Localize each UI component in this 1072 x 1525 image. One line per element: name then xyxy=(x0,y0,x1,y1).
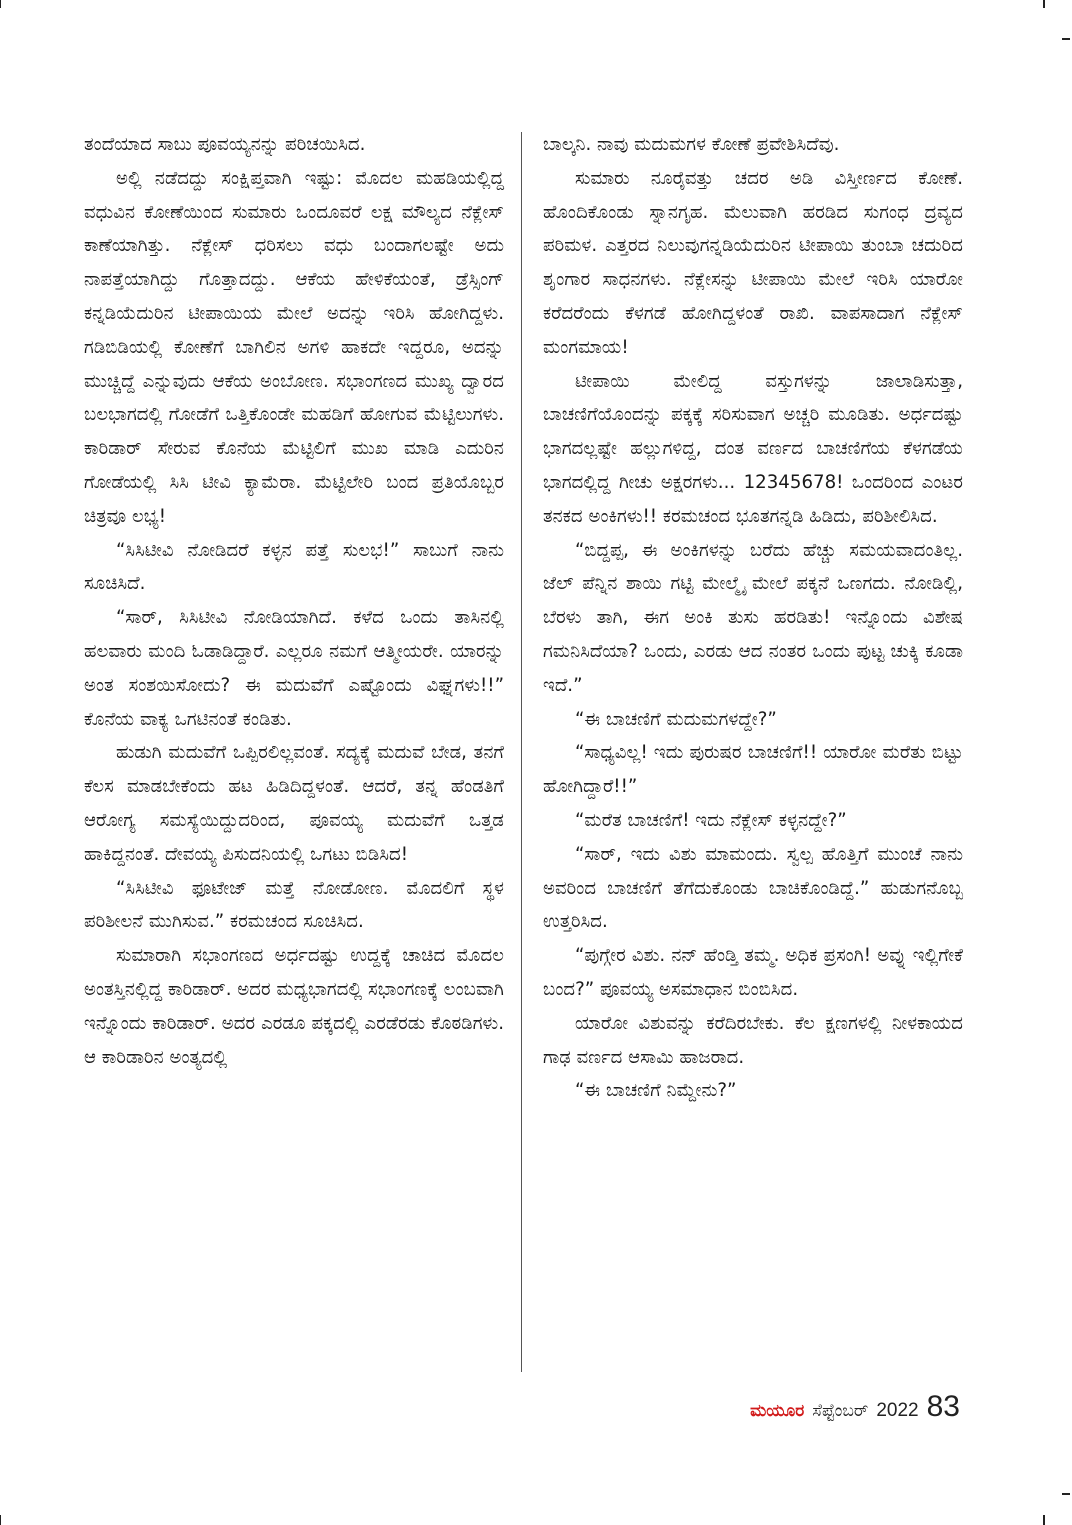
magazine-logo: ಮಯೂರ xyxy=(750,1401,805,1421)
paragraph: “ಸಿಸಿಟೀವಿ ಫೂಟೇಜ್ ಮತ್ತೆ ನೋಡೋಣ. ಮೊದಲಿಗೆ ಸ್ಥಳ ಪರಿಶೀಲನೆ ಮುಗಿಸುವ.” ಕರಮಚಂದ ಸೂಚಿಸಿದ. xyxy=(84,877,504,933)
paragraph: “ಬಿದ್ದಪ್ಪ, ಈ ಅಂಕಿಗಳನ್ನು ಬರೆದು ಹೆಚ್ಚು ಸಮಯವಾದಂತಿಲ್ಲ. ಜೆಲ್ ಪೆನ್ನಿನ ಶಾಯಿ ಗಟ್ಟಿ ಮೇಲ್ಮೈ ಮೇಲೆ ಪಕ್ಕನೆ ಒಣಗದು. ನೋಡಿಲ್ಲಿ, ಬೆರಳು ತಾಗಿ, ಈಗ ಅಂಕಿ ತುಸು ಹರಡಿತು! ಇನ್ನೊಂದು ವಿಶೇಷ ಗಮನಿಸಿದೆಯಾ? ಒಂದು, ಎರಡು ಆದ ನಂತರ ಒಂದು ಪುಟ್ಟ ಚುಕ್ಕಿ ಕೂಡಾ ಇದೆ.” xyxy=(543,539,963,696)
paragraph: “ಸಾಧ್ಯವಿಲ್ಲ! ಇದು ಪುರುಷರ ಬಾಚಣಿಗೆ!! ಯಾರೋ ಮರೆತು ಬಿಟ್ಟು ಹೋಗಿದ್ದಾರೆ!!” xyxy=(543,742,963,798)
paragraph: ಹುಡುಗಿ ಮದುವೆಗೆ ಒಪ್ಪಿರಲಿಲ್ಲವಂತೆ. ಸದ್ಯಕ್ಕೆ ಮದುವೆ ಬೇಡ, ತನಗೆ ಕೆಲಸ ಮಾಡಬೇಕೆಂದು ಹಟ ಹಿಡಿದಿದ್ದಳಂತೆ. ಆದರೆ, ತನ್ನ ಹೆಂಡತಿಗೆ ಆರೋಗ್ಯ ಸಮಸ್ಯೆಯಿದ್ದುದರಿಂದ, ಪೂವಯ್ಯ ಮದುವೆಗೆ ಒತ್ತಡ ಹಾಕಿದ್ದನಂತೆ. ದೇವಯ್ಯ ಪಿಸುದನಿಯಲ್ಲಿ ಒಗಟು ಬಿಡಿಸಿದ! xyxy=(84,742,504,865)
paragraph: ಸುಮಾರು ನೂರೈವತ್ತು ಚದರ ಅಡಿ ವಿಸ್ತೀರ್ಣದ ಕೋಣೆ. ಹೊಂದಿಕೊಂಡು ಸ್ನಾನಗೃಹ. ಮೆಲುವಾಗಿ ಹರಡಿದ ಸುಗಂಧ ದ್ರವ್ಯದ ಪರಿಮಳ. ಎತ್ತರದ ನಿಲುವುಗನ್ನಡಿಯೆದುರಿನ ಟೀಪಾಯಿ ತುಂಬಾ ಚದುರಿದ ಶೃಂಗಾರ ಸಾಧನಗಳು. ನೆಕ್ಲೇಸನ್ನು ಟೀಪಾಯಿ ಮೇಲೆ ಇರಿಸಿ ಯಾರೋ ಕರೆದರೆಂದು ಕೆಳಗಡೆ ಹೋಗಿದ್ದಳಂತೆ ರಾಖಿ. ವಾಪಸಾದಾಗ ನೆಕ್ಲೇಸ್ ಮಂಗಮಾಯ! xyxy=(543,167,963,358)
crop-mark-bottom-left xyxy=(0,1515,1,1525)
crop-mark-right-upper xyxy=(1062,38,1070,40)
page-footer xyxy=(750,1390,960,1424)
paragraph: “ಮರೆತ ಬಾಚಣಿಗೆ! ಇದು ನೆಕ್ಲೇಸ್ ಕಳ್ಳನದ್ದೇ?” xyxy=(575,809,847,831)
issue-year: 2022 xyxy=(876,1400,919,1421)
paragraph: “ಸಾರ್, ಇದು ವಿಶು ಮಾಮಂದು. ಸ್ವಲ್ಪ ಹೊತ್ತಿಗೆ ಮುಂಚೆ ನಾನು ಅವರಿಂದ ಬಾಚಣಿಗೆ ತೆಗೆದುಕೊಂಡು ಬಾಚಿಕೊಂಡಿದ್ದೆ.” ಹುಡುಗನೊಬ್ಬ ಉತ್ತರಿಸಿದ. xyxy=(543,843,963,933)
crop-mark-right-lower xyxy=(1062,1493,1070,1495)
page-number: 83 xyxy=(926,1390,960,1423)
left-column xyxy=(84,128,504,1074)
right-column xyxy=(543,128,963,1108)
paragraph: ಸುಮಾರಾಗಿ ಸಭಾಂಗಣದ ಅರ್ಧದಷ್ಟು ಉದ್ದಕ್ಕೆ ಚಾಚಿದ ಮೊದಲ ಅಂತಸ್ತಿನಲ್ಲಿದ್ದ ಕಾರಿಡಾರ್. ಅದರ ಮಧ್ಯಭಾಗದಲ್ಲಿ ಸಭಾಂಗಣಕ್ಕೆ ಲಂಬವಾಗಿ ಇನ್ನೊಂದು ಕಾರಿಡಾರ್. ಅದರ ಎರಡೂ ಪಕ್ಕದಲ್ಲಿ ಎರಡೆರಡು ಕೊಠಡಿಗಳು. ಆ ಕಾರಿಡಾರಿನ ಅಂತ್ಯದಲ್ಲಿ xyxy=(84,945,504,1068)
paragraph: ತಂದೆಯಾದ ಸಾಬು ಪೂವಯ್ಯನನ್ನು ಪರಿಚಯಿಸಿದ. xyxy=(84,134,366,155)
paragraph: ಬಾಲ್ಕನಿ. ನಾವು ಮದುಮಗಳ ಕೋಣೆ ಪ್ರವೇಶಿಸಿದೆವು. xyxy=(543,134,840,155)
paragraph: “ಈ ಬಾಚಣಿಗೆ ನಿಮ್ದೇನು?” xyxy=(575,1080,737,1102)
paragraph: “ಈ ಬಾಚಣಿಗೆ ಮದುಮಗಳದ್ದೇ?” xyxy=(575,708,777,730)
crop-mark-bottom-right xyxy=(1043,1515,1045,1525)
crop-mark-top-left xyxy=(0,0,1,8)
paragraph: ಅಲ್ಲಿ ನಡೆದದ್ದು ಸಂಕ್ಷಿಪ್ತವಾಗಿ ಇಷ್ಟು: ಮೊದಲ ಮಹಡಿಯಲ್ಲಿದ್ದ ವಧುವಿನ ಕೋಣೆಯಿಂದ ಸುಮಾರು ಒಂದೂವರೆ ಲಕ್ಷ ಮೌಲ್ಯದ ನೆಕ್ಲೇಸ್ ಕಾಣೆಯಾಗಿತ್ತು. ನೆಕ್ಲೇಸ್ ಧರಿಸಲು ವಧು ಬಂದಾಗಲಷ್ಟೇ ಅದು ನಾಪತ್ತೆಯಾಗಿದ್ದು ಗೊತ್ತಾದದ್ದು. ಆಕೆಯ ಹೇಳಿಕೆಯಂತೆ, ಡ್ರೆಸ್ಸಿಂಗ್ ಕನ್ನಡಿಯೆದುರಿನ ಟೀಪಾಯಿಯ ಮೇಲೆ ಅದನ್ನು ಇರಿಸಿ ಹೋಗಿದ್ದಳು. ಗಡಿಬಿಡಿಯಲ್ಲಿ ಕೋಣೆಗೆ ಬಾಗಿಲಿನ ಅಗಳಿ ಹಾಕದೇ ಇದ್ದರೂ, ಅದನ್ನು ಮುಚ್ಚಿದ್ದೆ ಎನ್ನುವುದು ಆಕೆಯ ಅಂಬೋಣ. ಸಭಾಂಗಣದ ಮುಖ್ಯ ದ್ವಾರದ ಬಲಭಾಗದಲ್ಲಿ ಗೋಡೆಗೆ ಒತ್ತಿಕೊಂಡೇ ಮಹಡಿಗೆ ಹೋಗುವ ಮೆಟ್ಟಿಲುಗಳು. ಕಾರಿಡಾರ್ ಸೇರುವ ಕೊನೆಯ ಮೆಟ್ಟಿಲಿಗೆ ಮುಖ ಮಾಡಿ ಎದುರಿನ ಗೋಡೆಯಲ್ಲಿ ಸಿಸಿ ಟೀವಿ ಕ್ಯಾಮೆರಾ. ಮೆಟ್ಟಿಲೇರಿ ಬಂದ ಪ್ರತಿಯೊಬ್ಬರ ಚಿತ್ರವೂ ಲಭ್ಯ! xyxy=(84,167,504,527)
issue-month: ಸೆಪ್ಟೆಂಬರ್ xyxy=(812,1401,869,1421)
column-divider xyxy=(521,132,522,1372)
paragraph: “ಪುಗ್ಗೇರ ವಿಶು. ನನ್ ಹೆಂಡ್ತಿ ತಮ್ಮ. ಅಧಿಕ ಪ್ರಸಂಗಿ! ಅವ್ನು ಇಲ್ಲಿಗೇಕೆ ಬಂದ?” ಪೂವಯ್ಯ ಅಸಮಾಧಾನ ಬಿಂಬಿಸಿದ. xyxy=(543,945,963,1000)
crop-mark-top-right xyxy=(1043,0,1045,8)
paragraph: “ಸಾರ್, ಸಿಸಿಟೀವಿ ನೋಡಿಯಾಗಿದೆ. ಕಳೆದ ಒಂದು ತಾಸಿನಲ್ಲಿ ಹಲವಾರು ಮಂದಿ ಓಡಾಡಿದ್ದಾರೆ. ಎಲ್ಲರೂ ನಮಗೆ ಆತ್ಮೀಯರೇ. ಯಾರನ್ನು ಅಂತ ಸಂಶಯಿಸೋದು? ಈ ಮದುವೆಗೆ ಎಷ್ಟೊಂದು ವಿಘ್ನಗಳು!!” ಕೊನೆಯ ವಾಕ್ಯ ಒಗಟಿನಂತೆ ಕಂಡಿತು. xyxy=(84,607,504,730)
paragraph: ಯಾರೋ ವಿಶುವನ್ನು ಕರೆದಿರಬೇಕು. ಕೆಲ ಕ್ಷಣಗಳಲ್ಲಿ ನೀಳಕಾಯದ ಗಾಢ ವರ್ಣದ ಆಸಾಮಿ ಹಾಜರಾದ. xyxy=(543,1012,963,1068)
paragraph: ಟೀಪಾಯಿ ಮೇಲಿದ್ದ ವಸ್ತುಗಳನ್ನು ಜಾಲಾಡಿಸುತ್ತಾ, ಬಾಚಣಿಗೆಯೊಂದನ್ನು ಪಕ್ಕಕ್ಕೆ ಸರಿಸುವಾಗ ಅಚ್ಚರಿ ಮೂಡಿತು. ಅರ್ಧದಷ್ಟು ಭಾಗದಲ್ಲಷ್ಟೇ ಹಲ್ಲುಗಳಿದ್ದ, ದಂತ ವರ್ಣದ ಬಾಚಣಿಗೆಯ ಕೆಳಗಡೆಯ ಭಾಗದಲ್ಲಿದ್ದ ಗೀಚು ಅಕ್ಷರಗಳು... 12345678! ಒಂದರಿಂದ ಎಂಟರ ತನಕದ ಅಂಕಿಗಳು!! ಕರಮಚಂದ ಭೂತಗನ್ನಡಿ ಹಿಡಿದು, ಪರಿಶೀಲಿಸಿದ. xyxy=(543,370,963,527)
paragraph: “ಸಿಸಿಟೀವಿ ನೋಡಿದರೆ ಕಳ್ಳನ ಪತ್ತೆ ಸುಲಭ!” ಸಾಬುಗೆ ನಾನು ಸೂಚಿಸಿದೆ. xyxy=(84,539,504,595)
